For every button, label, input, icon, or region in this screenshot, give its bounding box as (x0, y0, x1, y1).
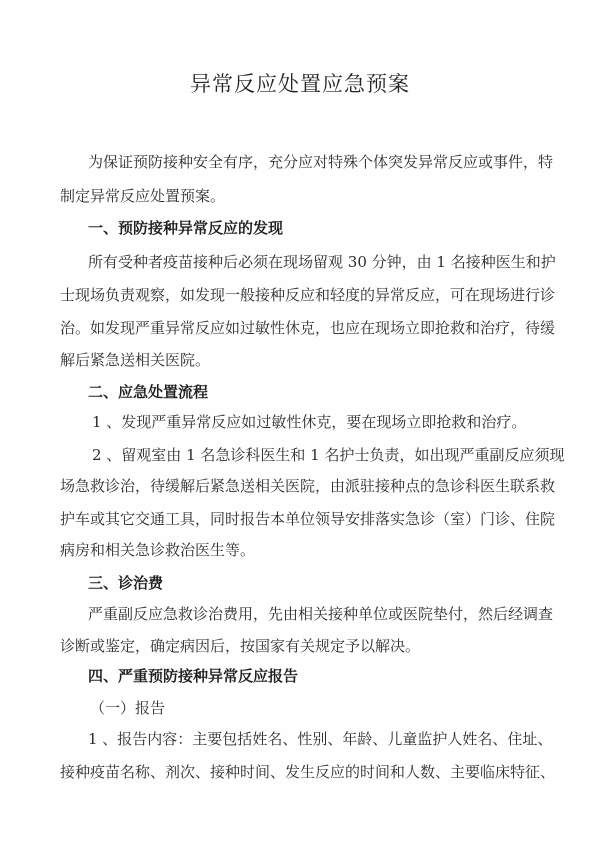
paragraph-line: 病房和相关急诊救治医生等。 (60, 541, 256, 559)
paragraph-line: 场急救诊治，待缓解后紧急送相关医院，由派驻接种点的急诊科医生联系救 (60, 477, 556, 495)
intro-line: 为保证预防接种安全有序，充分应对特殊个体突发异常反应或事件，特 (88, 153, 554, 171)
paragraph-line: 护车或其它交通工具，同时报告本单位领导安排落实急诊（室）门诊、住院 (60, 510, 556, 528)
subsection-heading: （一）报告 (90, 699, 166, 717)
section-heading: 一、预防接种异常反应的发现 (88, 219, 284, 237)
paragraph-line: 所有受种者疫苗接种后必须在现场留观 30 分钟，由 1 名接种医生和护 (88, 253, 556, 271)
paragraph-line: 1 、发现严重异常反应如过敏性休克，要在现场立即抢救和治疗。 (92, 413, 527, 431)
paragraph-line: 严重副反应急救诊治费用，先由相关接种单位或医院垫付，然后经调查 (88, 605, 554, 623)
document-title: 异常反应处置应急预案 (190, 72, 410, 96)
section-heading: 二、应急处置流程 (88, 383, 209, 401)
paragraph-line: 诊断或鉴定，确定病因后，按国家有关规定予以解决。 (60, 637, 421, 655)
paragraph-line: 士现场负责观察，如发现一般接种反应和轻度的异常反应，可在现场进行诊 (60, 286, 556, 304)
section-heading: 四、严重预防接种异常反应报告 (88, 667, 299, 685)
paragraph-line: 解后紧急送相关医院。 (60, 351, 211, 369)
paragraph-line: 接种疫苗名称、剂次、接种时间、发生反应的时间和人数、主要临床特征、 (60, 763, 556, 781)
paragraph-line: 2 、留观室由 1 名急诊科医生和 1 名护士负责，如出现严重副反应须现 (92, 446, 565, 464)
intro-line: 制定异常反应处置预案。 (60, 187, 226, 205)
paragraph-line: 1 、报告内容：主要包括姓名、性别、年龄、儿童监护人姓名、住址、 (88, 730, 553, 748)
section-heading: 三、诊治费 (88, 574, 164, 592)
paragraph-line: 治。如发现严重异常反应如过敏性休克，也应在现场立即抢救和治疗，待缓 (60, 319, 556, 337)
